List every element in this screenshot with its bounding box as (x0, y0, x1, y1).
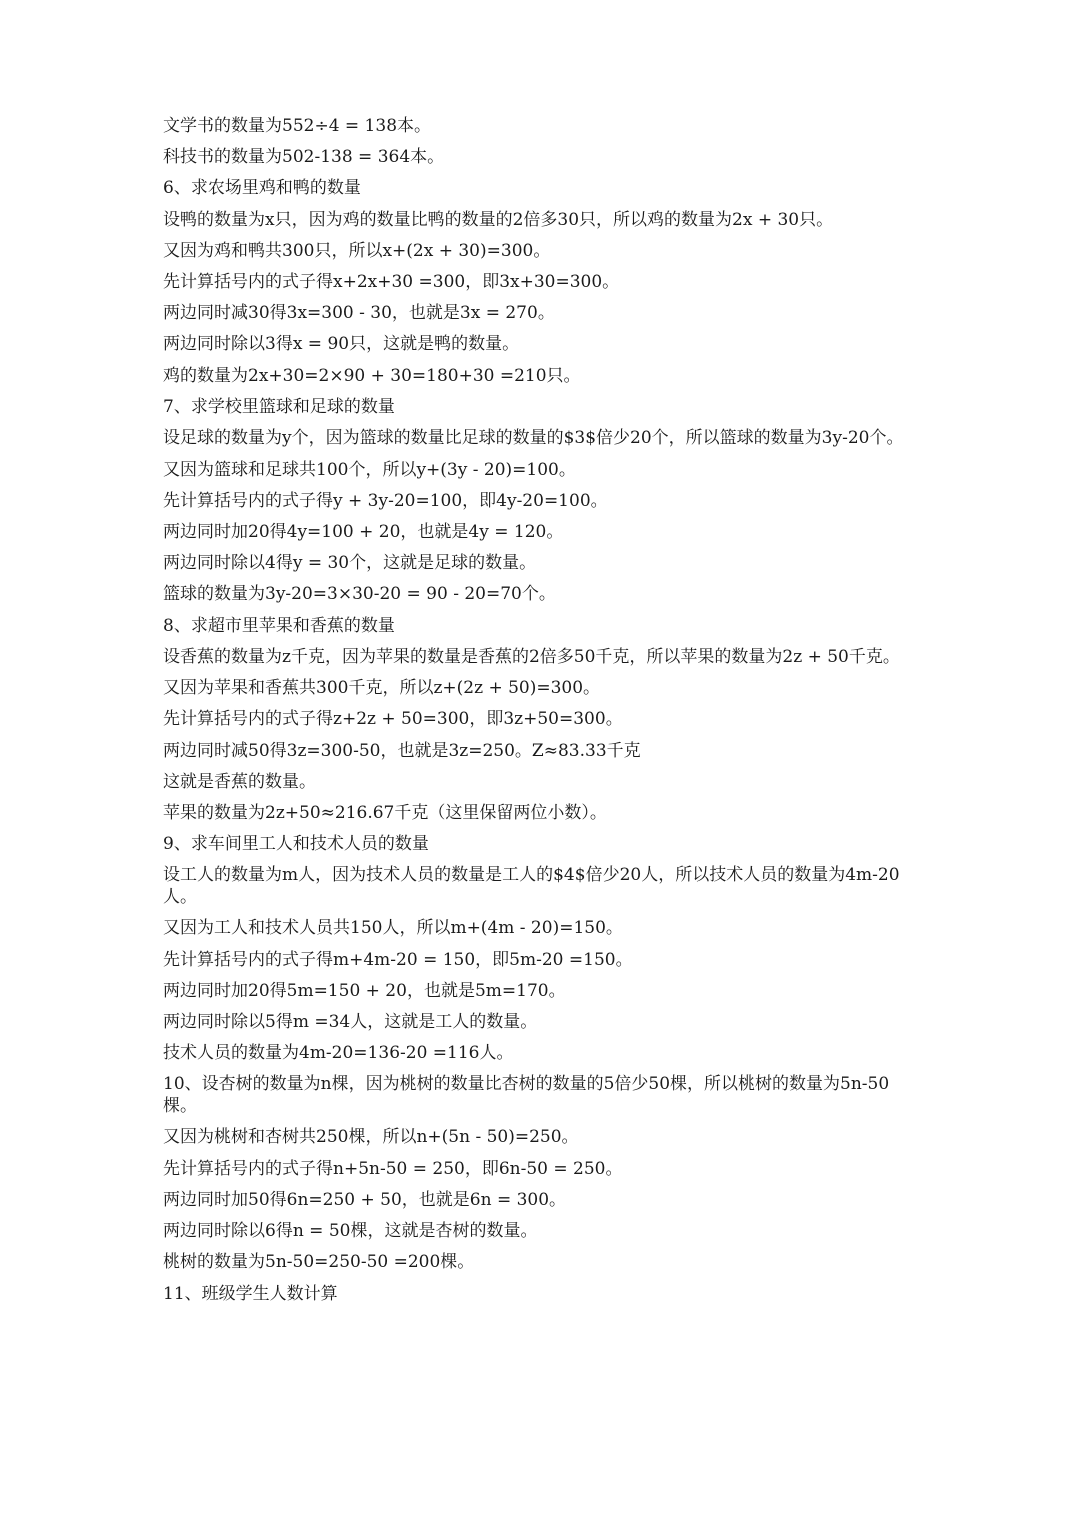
text-line: 科技书的数量为502-138 = 364本。 (163, 147, 445, 168)
text-line: 先计算括号内的式子得n+5n-50 = 250，即6n-50 = 250。 (163, 1158, 623, 1179)
text-line: 设工人的数量为m人，因为技术人员的数量是工人的$4$倍少20人，所以技术人员的数量为4m-20人。 (163, 865, 900, 907)
text-line: 先计算括号内的式子得z+2z + 50=300，即3z+50=300。 (163, 709, 623, 730)
text-line: 两边同时减30得3x=300 - 30，也就是3x = 270。 (163, 303, 555, 324)
section-heading: 7、求学校里篮球和足球的数量 (163, 396, 395, 417)
text-line: 两边同时除以5得m =34人，这就是工人的数量。 (163, 1012, 538, 1033)
text-line: 两边同时减50得3z=300-50，也就是3z=250。Z≈83.33千克 (163, 740, 641, 761)
section-heading: 10、设杏树的数量为n棵，因为桃树的数量比杏树的数量的5倍少50棵，所以桃树的数量为5n-50棵。 (163, 1074, 890, 1116)
text-line: 苹果的数量为2z+50≈216.67千克（这里保留两位小数）。 (163, 803, 607, 824)
text-line: 技术人员的数量为4m-20=136-20 =116人。 (163, 1043, 514, 1064)
text-line: 设香蕉的数量为z千克，因为苹果的数量是香蕉的2倍多50千克，所以苹果的数量为2z + 50千克。 (163, 646, 900, 667)
section-heading: 6、求农场里鸡和鸭的数量 (163, 178, 361, 199)
document-page (163, 111, 923, 1310)
text-line: 两边同时加20得5m=150 + 20，也就是5m=170。 (163, 980, 566, 1001)
text-line: 又因为工人和技术人员共150人，所以m+(4m - 20)=150。 (163, 918, 623, 939)
text-line: 设足球的数量为y个，因为篮球的数量比足球的数量的$3$倍少20个，所以篮球的数量为3y-20个。 (163, 428, 904, 449)
text-line: 先计算括号内的式子得y + 3y-20=100，即4y-20=100。 (163, 490, 608, 511)
text-line: 又因为桃树和杏树共250棵，所以n+(5n - 50)=250。 (163, 1127, 579, 1148)
text-line: 两边同时除以3得x = 90只，这就是鸭的数量。 (163, 334, 520, 355)
text-line: 设鸭的数量为x只，因为鸡的数量比鸭的数量的2倍多30只，所以鸡的数量为2x + 30只。 (163, 209, 834, 230)
text-line: 鸡的数量为2x+30=2×90 + 30=180+30 =210只。 (163, 365, 581, 386)
section-heading: 9、求车间里工人和技术人员的数量 (163, 834, 429, 855)
text-line: 两边同时除以4得y = 30个，这就是足球的数量。 (163, 553, 537, 574)
text-line: 又因为鸡和鸭共300只，所以x+(2x + 30)=300。 (163, 240, 551, 261)
text-line: 先计算括号内的式子得m+4m-20 = 150，即5m-20 =150。 (163, 949, 633, 970)
text-line: 两边同时加20得4y=100 + 20，也就是4y = 120。 (163, 521, 564, 542)
text-line: 文学书的数量为552÷4 = 138本。 (163, 116, 432, 136)
text-line: 这就是香蕉的数量。 (163, 771, 316, 792)
text-line: 先计算括号内的式子得x+2x+30 =300，即3x+30=300。 (163, 272, 620, 293)
text-line: 桃树的数量为5n-50=250-50 =200棵。 (163, 1252, 475, 1273)
section-heading: 8、求超市里苹果和香蕉的数量 (163, 615, 395, 636)
text-line: 又因为苹果和香蕉共300千克，所以z+(2z + 50)=300。 (163, 678, 601, 699)
section-heading: 11、班级学生人数计算 (163, 1283, 338, 1304)
text-line: 两边同时加50得6n=250 + 50，也就是6n = 300。 (163, 1189, 567, 1210)
text-line: 又因为篮球和足球共100个，所以y+(3y - 20)=100。 (163, 459, 576, 480)
text-line: 篮球的数量为3y-20=3×30-20 = 90 - 20=70个。 (163, 584, 556, 605)
text-line: 两边同时除以6得n = 50棵，这就是杏树的数量。 (163, 1221, 538, 1242)
